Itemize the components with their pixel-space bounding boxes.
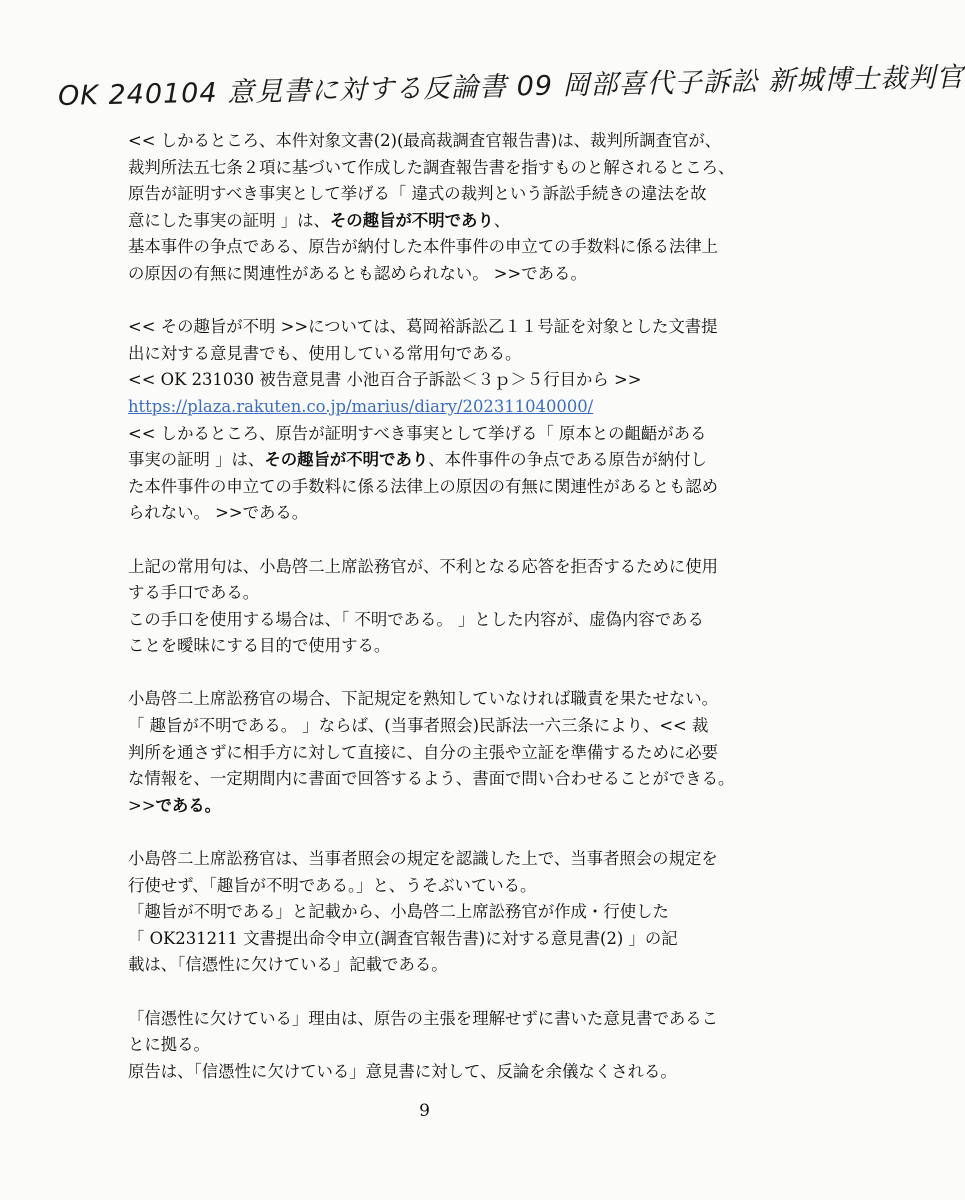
text-line: 基本事件の争点である、原告が納付した本件事件の申立ての手数料に係る法律上: [128, 237, 719, 257]
text-span: 、本件事件の争点である原告が納付し: [428, 450, 707, 470]
text-line: 小島啓二上席訟務官の場合、下記規定を熟知していなければ職責を果たせない。: [128, 689, 719, 709]
text-span: >>: [128, 795, 156, 815]
text-line: 原告は、「信憑性に欠けている」意見書に対して、反論を余儀なくされる。: [128, 1061, 677, 1081]
text-line: られない。 >>である。: [128, 503, 309, 523]
text-line: の原因の有無に関連性があるとも認められない。 >>である。: [128, 263, 587, 283]
text-span: 事実の証明 」は、: [128, 450, 265, 470]
bold-phrase: その趣旨が不明であり: [329, 210, 494, 230]
text-line: 小島啓二上席訟務官は、当事者照会の規定を認識した上で、当事者照会の規定を: [128, 849, 718, 869]
text-line: [128, 208, 788, 235]
text-line: 行使せず、「趣旨が不明である。」と、うそぶいている。: [128, 875, 537, 895]
paragraph-gap: [128, 288, 788, 315]
text-line: 「 趣旨が不明である。 」ならば、(当事者照会)民訴法一六三条により、<< 裁: [128, 716, 709, 736]
text-line: << しかるところ、本件対象文書(2)(最高裁調査官報告書)は、裁判所調査官が、: [128, 131, 722, 150]
text-line: 判所を通さずに相手方に対して直接に、自分の主張や立証を準備するために必要: [128, 742, 719, 762]
text-line: 載は、「信憑性に欠けている」記載である。: [128, 955, 448, 975]
paragraph-gap: [128, 527, 788, 554]
paragraph-gap: [128, 660, 788, 687]
paragraph-gap: [128, 819, 788, 846]
text-line: 原告が証明すべき事実として挙げる「 違式の裁判という訴訟手続きの違法を故: [128, 184, 707, 204]
text-span: 、: [493, 210, 511, 230]
text-line: 裁判所法五七条２項に基づいて作成した調査報告書を指すものと解されるところ、: [128, 157, 735, 177]
text-line: << しかるところ、原告が証明すべき事実として挙げる「 原本との齟齬がある: [128, 423, 707, 443]
page-number: 9: [419, 1101, 430, 1121]
text-line: とに拠る。: [128, 1035, 210, 1055]
text-line: た本件事件の申立ての手数料に係る法律上の原因の有無に関連性があるとも認め: [128, 476, 719, 496]
bold-phrase: である。: [155, 795, 222, 815]
handwritten-header-note: OK 240104 意見書に対する反論書 09 岡部喜代子訴訟 新城博士裁判官: [57, 62, 965, 112]
diary-link[interactable]: https://plaza.rakuten.co.jp/marius/diary/202311040000/: [128, 396, 594, 416]
text-line: ことを曖昧にする目的で使用する。: [128, 636, 391, 656]
paragraph-gap: [128, 979, 788, 1006]
document-body: [128, 128, 788, 1085]
text-line: [128, 447, 788, 474]
text-line: << OK 231030 被告意見書 小池百合子訴訟＜３ｐ＞５行目から >>: [128, 370, 642, 390]
text-line: 上記の常用句は、小島啓二上席訟務官が、不利となる応答を拒否するために使用: [128, 556, 719, 576]
text-line: << その趣旨が不明 >>については、葛岡裕訴訟乙１１号証を対象とした文書提: [128, 317, 718, 337]
text-line: 「信憑性に欠けている」理由は、原告の主張を理解せずに書いた意見書であるこ: [128, 1008, 719, 1028]
bold-phrase: その趣旨が不明であり: [264, 450, 429, 470]
text-line: 「趣旨が不明である」と記載から、小島啓二上席訟務官が作成・行使した: [128, 902, 669, 922]
text-span: 意にした事実の証明 」は、: [128, 210, 330, 230]
text-line: 「 OK231211 文書提出命令申立(調査官報告書)に対する意見書(2) 」の記: [128, 928, 678, 948]
text-line: な情報を、一定期間内に書面で回答するよう、書面で問い合わせることができる。: [128, 769, 735, 789]
text-line: する手口である。: [128, 583, 260, 603]
text-line: [128, 793, 788, 820]
text-line: この手口を使用する場合は、「 不明である。 」とした内容が、虚偽内容である: [128, 609, 704, 629]
text-line: 出に対する意見書でも、使用している常用句である。: [128, 343, 522, 363]
text-line: [128, 394, 788, 421]
